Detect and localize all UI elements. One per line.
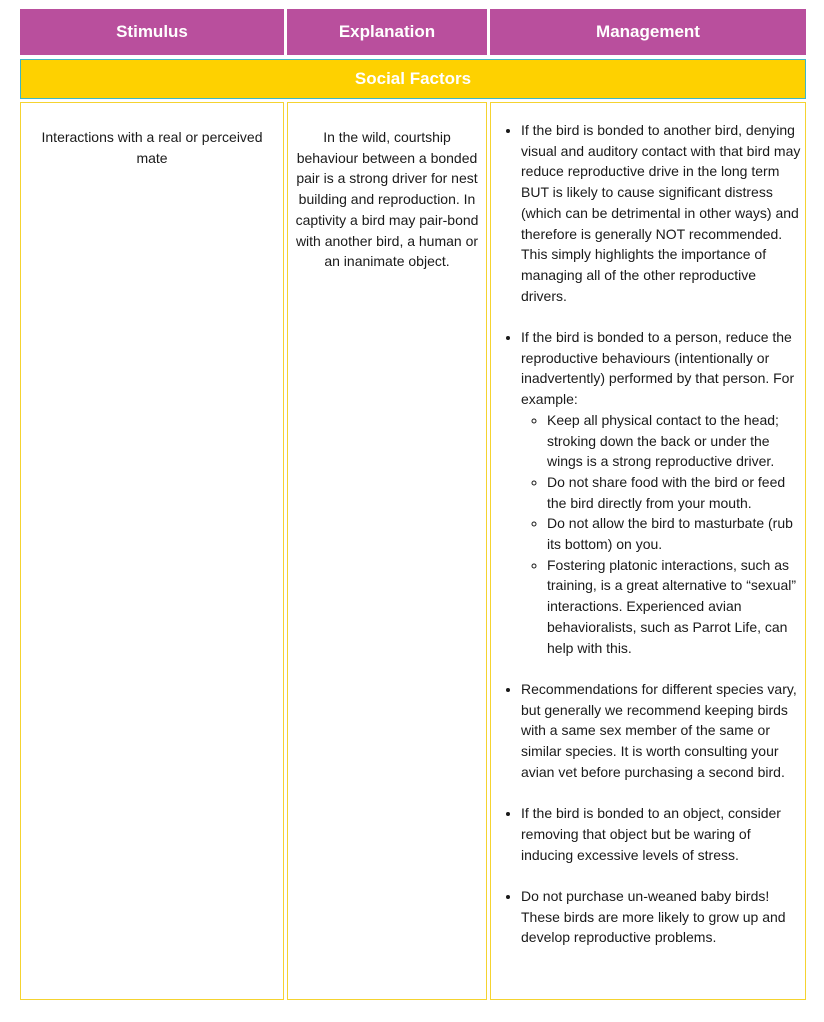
management-bullet <box>521 327 801 658</box>
management-bullet-text: If the bird is bonded to a person, reduce the reproductive behaviours (intentionally or inadvertently) performed by that person. For example: <box>521 329 795 408</box>
management-bullet <box>521 120 801 306</box>
header-stimulus: Stimulus <box>20 9 284 55</box>
management-sub-bullet <box>547 555 801 659</box>
management-bullet-text: If the bird is bonded to an object, consider removing that object but be waring of inducing excessive levels of stress. <box>521 805 781 863</box>
management-bullet <box>521 886 801 948</box>
management-sub-bullet <box>547 472 801 513</box>
section-title-social-factors: Social Factors <box>20 59 806 99</box>
management-bullet-text: Recommendations for different species vary, but generally we recommend keeping birds with a same sex member of the same or similar species. It is worth consulting your avian vet before purchasing a second bird. <box>521 680 797 780</box>
management-bullet-text: If the bird is bonded to another bird, denying visual and auditory contact with that bird may reduce reproductive drive in the long term BUT is likely to cause significant distress (which can be detrimental in other ways) and therefore is generally NOT recommended. This simply highlights the importance of managing all of the other reproductive drivers. <box>521 122 801 304</box>
management-sub-bullet <box>547 513 801 554</box>
stimulus-cell <box>20 102 284 1000</box>
management-sub-list <box>521 410 801 658</box>
header-explanation: Explanation <box>287 9 487 55</box>
management-bullet-text: Do not purchase un-weaned baby birds! These birds are more likely to grow up and develop reproductive problems. <box>521 887 786 946</box>
management-bullet <box>521 679 801 783</box>
management-list <box>491 120 805 948</box>
stimulus-text: Interactions with a real or perceived mate <box>41 129 263 166</box>
management-sub-bullet-text: Do not share food with the bird or feed the bird directly from your mouth. <box>547 473 786 511</box>
management-sub-bullet-text: Fostering platonic interactions, such as training, is a great alternative to “sexual” interactions. Experienced avian behavioralists, such as Parrot Life, can help with this. <box>547 556 797 656</box>
explanation-cell <box>287 102 487 1000</box>
management-sub-bullet-text: Do not allow the bird to masturbate (rub its bottom) on you. <box>547 515 793 553</box>
management-sub-bullet <box>547 410 801 472</box>
header-management: Management <box>490 9 806 55</box>
explanation-text: In the wild, courtship behaviour between a bonded pair is a strong driver for nest building and reproduction. In captivity a bird may pair-bond with another bird, a human or an inanimate object. <box>295 129 479 270</box>
management-sub-bullet-text: Keep all physical contact to the head; stroking down the back or under the wings is a strong reproductive driver. <box>547 411 779 470</box>
management-cell <box>490 102 806 1000</box>
management-bullet <box>521 803 801 865</box>
